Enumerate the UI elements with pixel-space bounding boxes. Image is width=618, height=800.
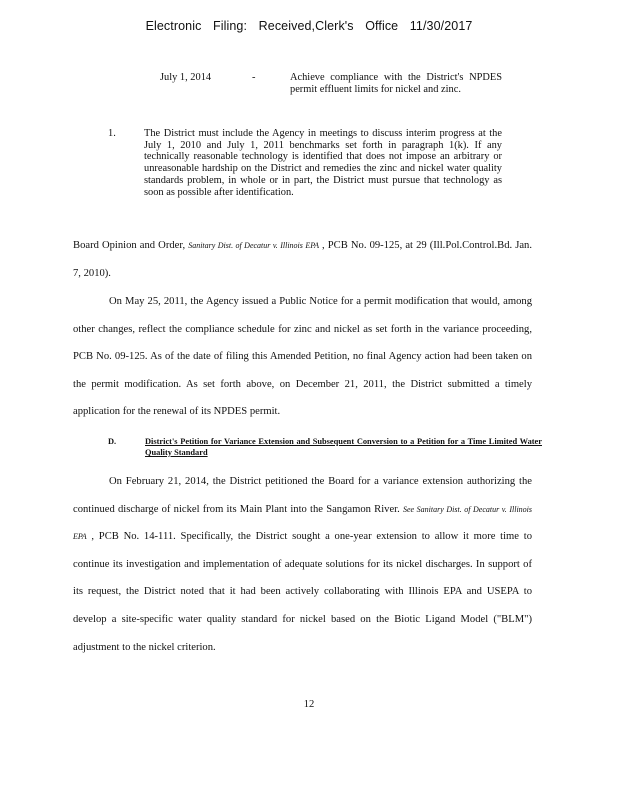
schedule-description: Achieve compliance with the District's NPDES permit effluent limits for nickel and zinc. (290, 72, 502, 95)
condition-number: 1. (108, 128, 116, 139)
citation-paragraph (73, 232, 532, 287)
citation-tail: , PCB No. 09-125, at 29 (Ill.Pol.Control.Bd. Jan. 7, 2010). (73, 240, 533, 279)
citation-lead: Board Opinion and Order, (73, 240, 189, 251)
condition-text: The District must include the Agency in meetings to discuss interim progress at the July 1, 2010 and July 1, 2011 benchmarks set forth in paragraph 1(k). If any technically reasonable technology is identified that does not impose an arbitrary or unreasonable hardship on the District and remedies the zinc and nickel water quality standards problem, in whole or in part, the District must pursue that technology as soon as possible after identification. (144, 128, 502, 198)
variance-extension-paragraph (73, 468, 532, 661)
filing-header: Electronic Filing: Received,Clerk's Office 11/30/2017 (145, 19, 473, 33)
schedule-date: July 1, 2014 (160, 72, 212, 83)
paragraph-tail: , PCB No. 14-111. Specifically, the District sought a one-year extension to allow it more time to continue its investigation and implementation of adequate solutions for its nickel discharges. In support of its request, the District noted that it had been actively collaborating with Illinois EPA and USEPA to develop a site-specific water quality standard for nickel based on the Biotic Ligand Model ("BLM") adjustment to the nickel criterion. (73, 531, 532, 653)
paragraph-lead: On February 21, 2014, the District petitioned the Board for a variance extension authorizing the continued discharge of nickel from its Main Plant into the Sangamon River. (73, 476, 532, 515)
see-citation: See Sanitary Dist. of Decatur v. Illinois EPA (73, 504, 533, 542)
section-letter: D. (108, 437, 117, 446)
schedule-dash: - (252, 72, 256, 83)
case-citation: Sanitary Dist. of Decatur v. Illinois EPA (188, 241, 319, 250)
section-title: District's Petition for Variance Extension and Subsequent Conversion to a Petition for a Time Limited Water Quality Standard (145, 437, 542, 457)
public-notice-paragraph: On May 25, 2011, the Agency issued a Public Notice for a permit modification that would, among other changes, reflect the compliance schedule for zinc and nickel as set forth in the variance proceeding, PCB No. 09-125. As of the date of filing this Amended Petition, no final Agency action had been taken on the permit modification. As set forth above, on December 21, 2011, the District submitted a timely application for the renewal of its NPDES permit. (73, 296, 532, 418)
page-number: 12 (303, 699, 315, 710)
